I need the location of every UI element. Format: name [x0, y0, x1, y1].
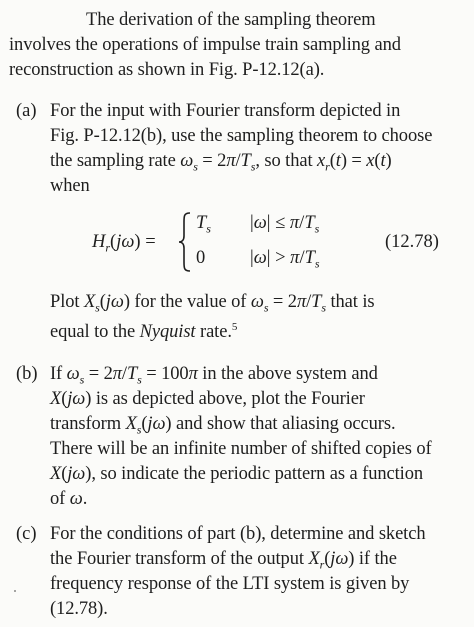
part-a-plot-line-1: Plot $X_s(j\omega)$ for the value of $\omega_s = 2\pi/T_s$ that is [50, 292, 375, 315]
math-xr-equals-x: $x_r$ [317, 151, 330, 174]
part-b-line-4: There will be an infinite number of shifted copies of [50, 439, 432, 459]
math-x-jw: X [50, 389, 62, 409]
part-b-line-3: transform $X_s(j\omega)$ and show that aliasing occurs. [50, 414, 396, 437]
equation-case2-condition: $|\omega| > \pi/T_s$ [250, 248, 320, 271]
math-xs-jw: $X_s$ [83, 292, 100, 315]
part-a-plot-line-2: equal to the Nyquist rate.$^5$ [50, 321, 238, 343]
part-c-marker: (c) [16, 524, 37, 544]
part-b-line-2: X(jω) is as depicted above, plot the Fourier [50, 389, 365, 409]
math-xr-jw: $X_r$ [308, 549, 325, 572]
part-a-line-2: Fig. P-12.12(b), use the sampling theorem to choose [50, 126, 433, 146]
part-c-line-3: frequency response of the LTI system is given by [50, 574, 410, 594]
part-b-line-1: If $\omega_s = 2\pi/T_s = 100\pi$ in the above system and [50, 364, 378, 387]
intro-line-2: involves the operations of impulse train sampling and [9, 35, 401, 55]
intro-line-1: The derivation of the sampling theorem [86, 10, 376, 30]
part-c-line-1: For the conditions of part (b), determine and sketch [50, 524, 426, 544]
left-brace-icon [178, 212, 192, 272]
part-b-marker: (b) [16, 364, 38, 384]
intro-line-3: reconstruction as shown in Fig. P-12.12(a). [9, 60, 325, 80]
equation-lhs: $H_r(j\omega)$ = [92, 232, 156, 255]
footnote-mark: 5 [231, 321, 238, 333]
scan-dot [14, 590, 16, 592]
part-c-line-4: (12.78). [50, 599, 108, 619]
math-sampling-rate: $\omega_s$ [180, 151, 198, 174]
part-a-line-3: the sampling rate $\omega_s = 2\pi/T_s$, so that $x_r(t) = x(t)$ [50, 151, 392, 174]
part-a-marker: (a) [16, 101, 37, 121]
part-b-line-6: of ω. [50, 489, 88, 509]
equation-case1-value: $T_s$ [196, 213, 211, 236]
equation-case2-value: 0 [196, 248, 206, 268]
equation-number: (12.78) [385, 232, 439, 252]
equation-case1-condition: $|\omega| \le \pi/T_s$ [250, 213, 320, 236]
part-b-line-5: X(jω), so indicate the periodic pattern as a function [50, 464, 424, 484]
part-a-line-4: when [50, 176, 90, 196]
part-c-line-2: the Fourier transform of the output $X_r(j\omega)$ if the [50, 549, 397, 572]
part-a-line-1: For the input with Fourier transform depicted in [50, 101, 401, 121]
